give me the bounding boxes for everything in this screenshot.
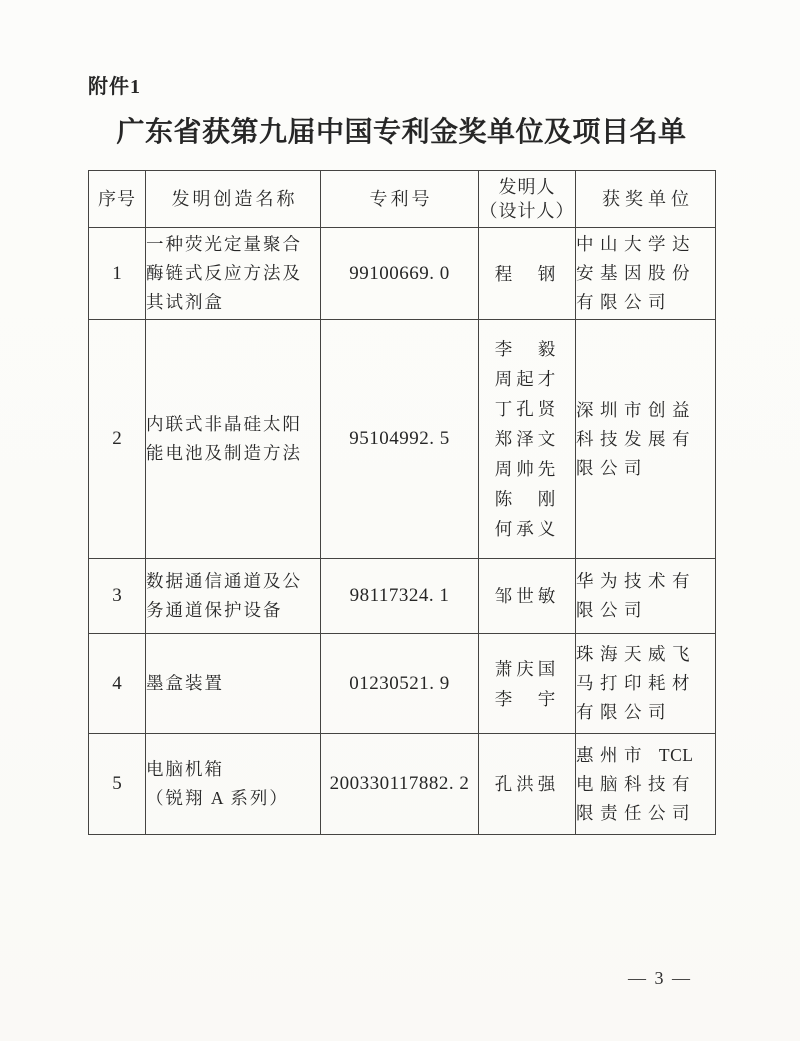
header-invention: [146, 171, 321, 228]
cell-invention-name: [146, 320, 321, 559]
award-unit-line: 限责任公司: [576, 802, 696, 823]
award-unit-line: 有限公司: [576, 292, 672, 312]
header-inventor: [479, 171, 576, 228]
invention-name-line: 数据通信通道及公: [146, 571, 302, 591]
award-unit-line: 科技发展有: [576, 428, 696, 449]
award-unit-line: 有限公司: [576, 702, 672, 722]
invention-name-line: 其试剂盒: [146, 292, 224, 312]
table-body: [89, 228, 716, 835]
cell-inventors: [479, 320, 576, 559]
cell-award-unit: [576, 734, 716, 835]
award-unit-line: 深圳市创益: [576, 399, 696, 420]
award-unit-line: 马打印耗材: [576, 673, 696, 693]
invention-name-line: 务通道保护设备: [146, 600, 283, 620]
header-patent-no-label: 专利号: [369, 189, 433, 209]
inventor-name-line: 邹世敏: [494, 586, 560, 606]
cell-patent-number: 95104992. 5: [321, 320, 479, 559]
attachment-label: 附件1: [88, 76, 141, 98]
cell-award-unit: [576, 559, 716, 634]
table-row: [89, 320, 716, 559]
table-row: [89, 634, 716, 734]
inventor-name-line: 李 宇: [494, 688, 560, 709]
table-row: [89, 559, 716, 634]
cell-patent-number: 01230521. 9: [321, 634, 479, 734]
header-inventor-label-line1: 发明人: [498, 177, 556, 197]
table-header: [89, 171, 716, 228]
cell-award-unit: [576, 634, 716, 734]
inventor-name-line: 何承义: [494, 519, 560, 539]
invention-name-line: 一种荧光定量聚合: [146, 234, 302, 254]
award-unit-line: 中山大学达: [576, 234, 696, 254]
invention-name-line: 酶链式反应方法及: [146, 263, 302, 283]
header-inventor-label-line2: （设计人）: [479, 201, 575, 221]
invention-name-line: 能电池及制造方法: [146, 443, 302, 463]
header-patent-no: [321, 171, 479, 228]
header-index: [89, 171, 146, 228]
table-row: [89, 228, 716, 320]
inventors-block: [495, 334, 560, 544]
cell-patent-number: 200330117882. 2: [321, 734, 479, 835]
header-unit: [576, 171, 716, 228]
header-index-label: 序号: [98, 189, 136, 209]
cell-inventors: [479, 634, 576, 734]
inventor-name-line: 陈 刚: [494, 489, 560, 509]
invention-name-line: 墨盒装置: [146, 673, 224, 693]
invention-name-line: 电脑机箱: [146, 759, 224, 779]
invention-name-line: （锐翔 A 系列）: [146, 788, 289, 808]
cell-inventors: [479, 559, 576, 634]
award-unit-line: 惠州市 TCL: [576, 744, 694, 765]
inventor-name-line: 李 毅: [494, 339, 560, 359]
inventors-block: [495, 654, 560, 714]
inventors-block: [495, 259, 560, 289]
inventor-name-line: 郑泽文: [494, 429, 560, 449]
cell-invention-name: [146, 559, 321, 634]
award-unit-line: 安基因股份: [576, 263, 696, 283]
award-unit-line: 限公司: [576, 600, 648, 620]
cell-index: 5: [89, 734, 146, 835]
invention-name-line: 内联式非晶硅太阳: [146, 414, 302, 434]
award-unit-line: 限公司: [576, 457, 648, 478]
inventor-name-line: 周帅先: [494, 459, 560, 479]
award-unit-line: 珠海天威飞: [576, 644, 696, 664]
inventor-name-line: 萧庆国: [494, 658, 560, 679]
header-unit-label: 获奖单位: [602, 189, 694, 209]
cell-index: 3: [89, 559, 146, 634]
page-number: — 3 —: [628, 968, 692, 988]
patent-award-table: [88, 170, 716, 835]
cell-award-unit: [576, 228, 716, 320]
inventor-name-line: 程 钢: [494, 263, 560, 284]
cell-invention-name: [146, 228, 321, 320]
cell-patent-number: 99100669. 0: [321, 228, 479, 320]
header-invention-label: 发明创造名称: [171, 189, 298, 209]
cell-inventors: [479, 228, 576, 320]
cell-patent-number: 98117324. 1: [321, 559, 479, 634]
inventors-block: [495, 769, 560, 799]
table-row: [89, 734, 716, 835]
inventors-block: [495, 581, 560, 611]
cell-index: 1: [89, 228, 146, 320]
award-unit-line: 电脑科技有: [576, 773, 696, 794]
inventor-name-line: 周起才: [494, 369, 560, 389]
cell-invention-name: [146, 734, 321, 835]
cell-inventors: [479, 734, 576, 835]
cell-award-unit: [576, 320, 716, 559]
inventor-name-line: 丁孔贤: [494, 399, 560, 419]
document-title: 广东省获第九届中国专利金奖单位及项目名单: [116, 117, 687, 148]
cell-index: 2: [89, 320, 146, 559]
cell-index: 4: [89, 634, 146, 734]
award-unit-line: 华为技术有: [576, 571, 696, 591]
inventor-name-line: 孔洪强: [494, 774, 560, 794]
table-header-row: [89, 171, 716, 228]
cell-invention-name: [146, 634, 321, 734]
